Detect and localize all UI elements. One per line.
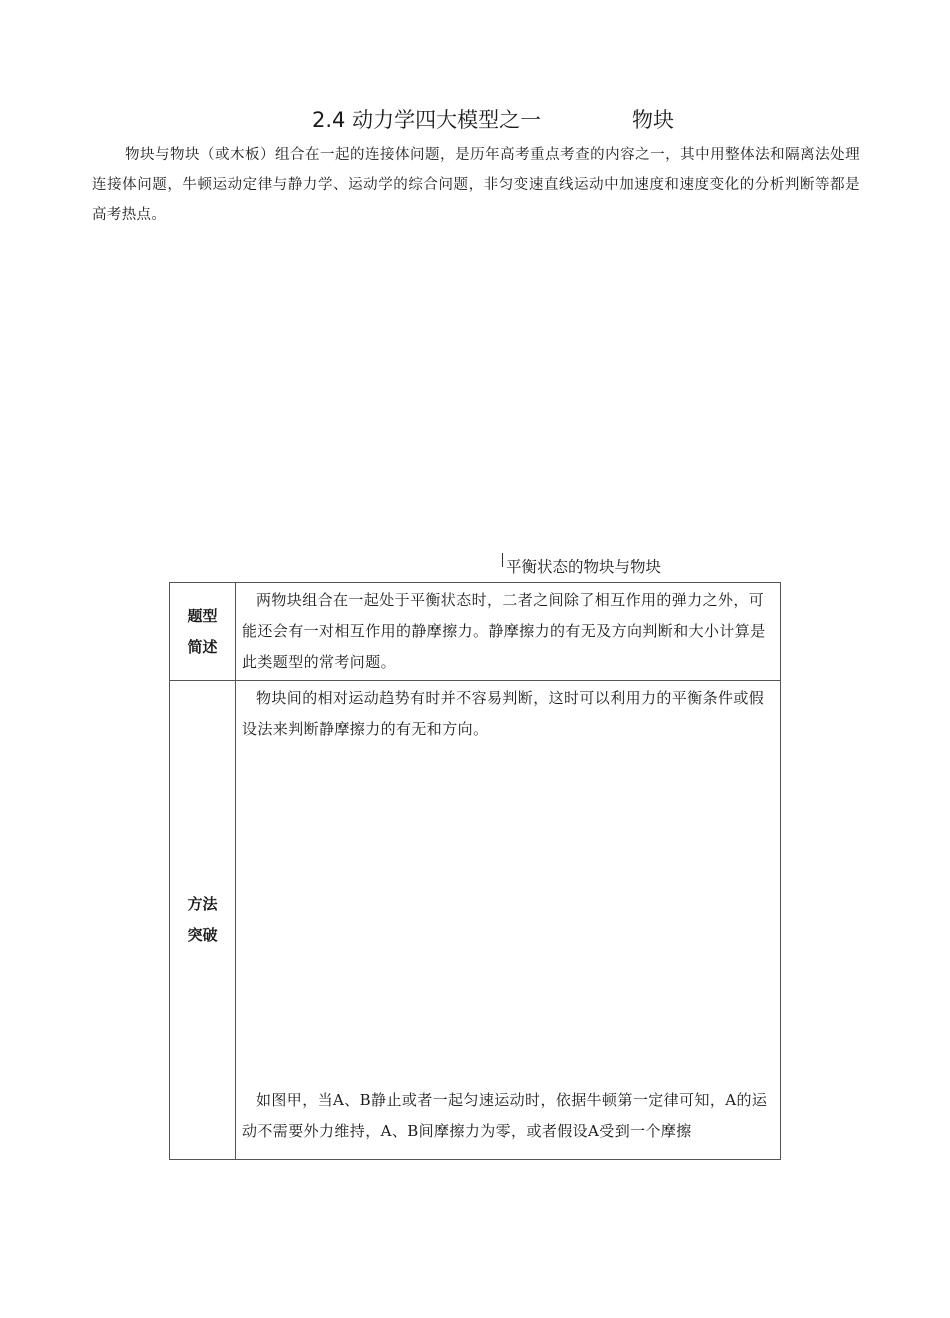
title-main: 2.4 动力学四大模型之一 bbox=[312, 108, 542, 132]
heading-marker bbox=[502, 553, 503, 567]
method-paragraph-1: 物块间的相对运动趋势有时并不容易判断，这时可以利用力的平衡条件或假设法来判断静摩擦力的有无和方向。 bbox=[242, 689, 765, 738]
document-title bbox=[0, 104, 950, 134]
table-row bbox=[170, 681, 781, 1160]
label-line: 简述 bbox=[187, 637, 218, 656]
table-row bbox=[170, 583, 781, 681]
section-heading bbox=[502, 555, 661, 577]
row-label-overview bbox=[170, 583, 236, 681]
label-line: 题型 bbox=[187, 606, 218, 625]
section-heading-text: 平衡状态的物块与物块 bbox=[506, 558, 662, 576]
label-line: 方法 bbox=[187, 895, 218, 913]
method-paragraph-2: 如图甲，当A、B静止或者一起匀速运动时，依据牛顿第一定律可知，A的运动不需要外力维持，A、B间摩擦力为零，或者假设A受到一个摩擦 bbox=[242, 1091, 768, 1140]
row-label-method bbox=[170, 681, 236, 1160]
model-table bbox=[169, 582, 781, 1160]
row-content-overview bbox=[236, 583, 781, 681]
label-line: 突破 bbox=[187, 926, 218, 944]
title-tail: 物块 bbox=[632, 108, 674, 132]
figure-space bbox=[242, 745, 774, 1085]
overview-text: 两物块组合在一起处于平衡状态时，二者之间除了相互作用的弹力之外，可能还会有一对相互作用的静摩擦力。静摩擦力的有无及方向判断和大小计算是此类题型的常考问题。 bbox=[242, 591, 766, 671]
row-content-method bbox=[236, 681, 781, 1160]
intro-paragraph: 物块与物块（或木板）组合在一起的连接体问题，是历年高考重点考查的内容之一，其中用整体法和隔离法处理连接体问题，牛顿运动定律与静力学、运动学的综合问题，非匀变速直线运动中加速度和速度变化的分析判断等都是高考热点。 bbox=[92, 147, 860, 223]
